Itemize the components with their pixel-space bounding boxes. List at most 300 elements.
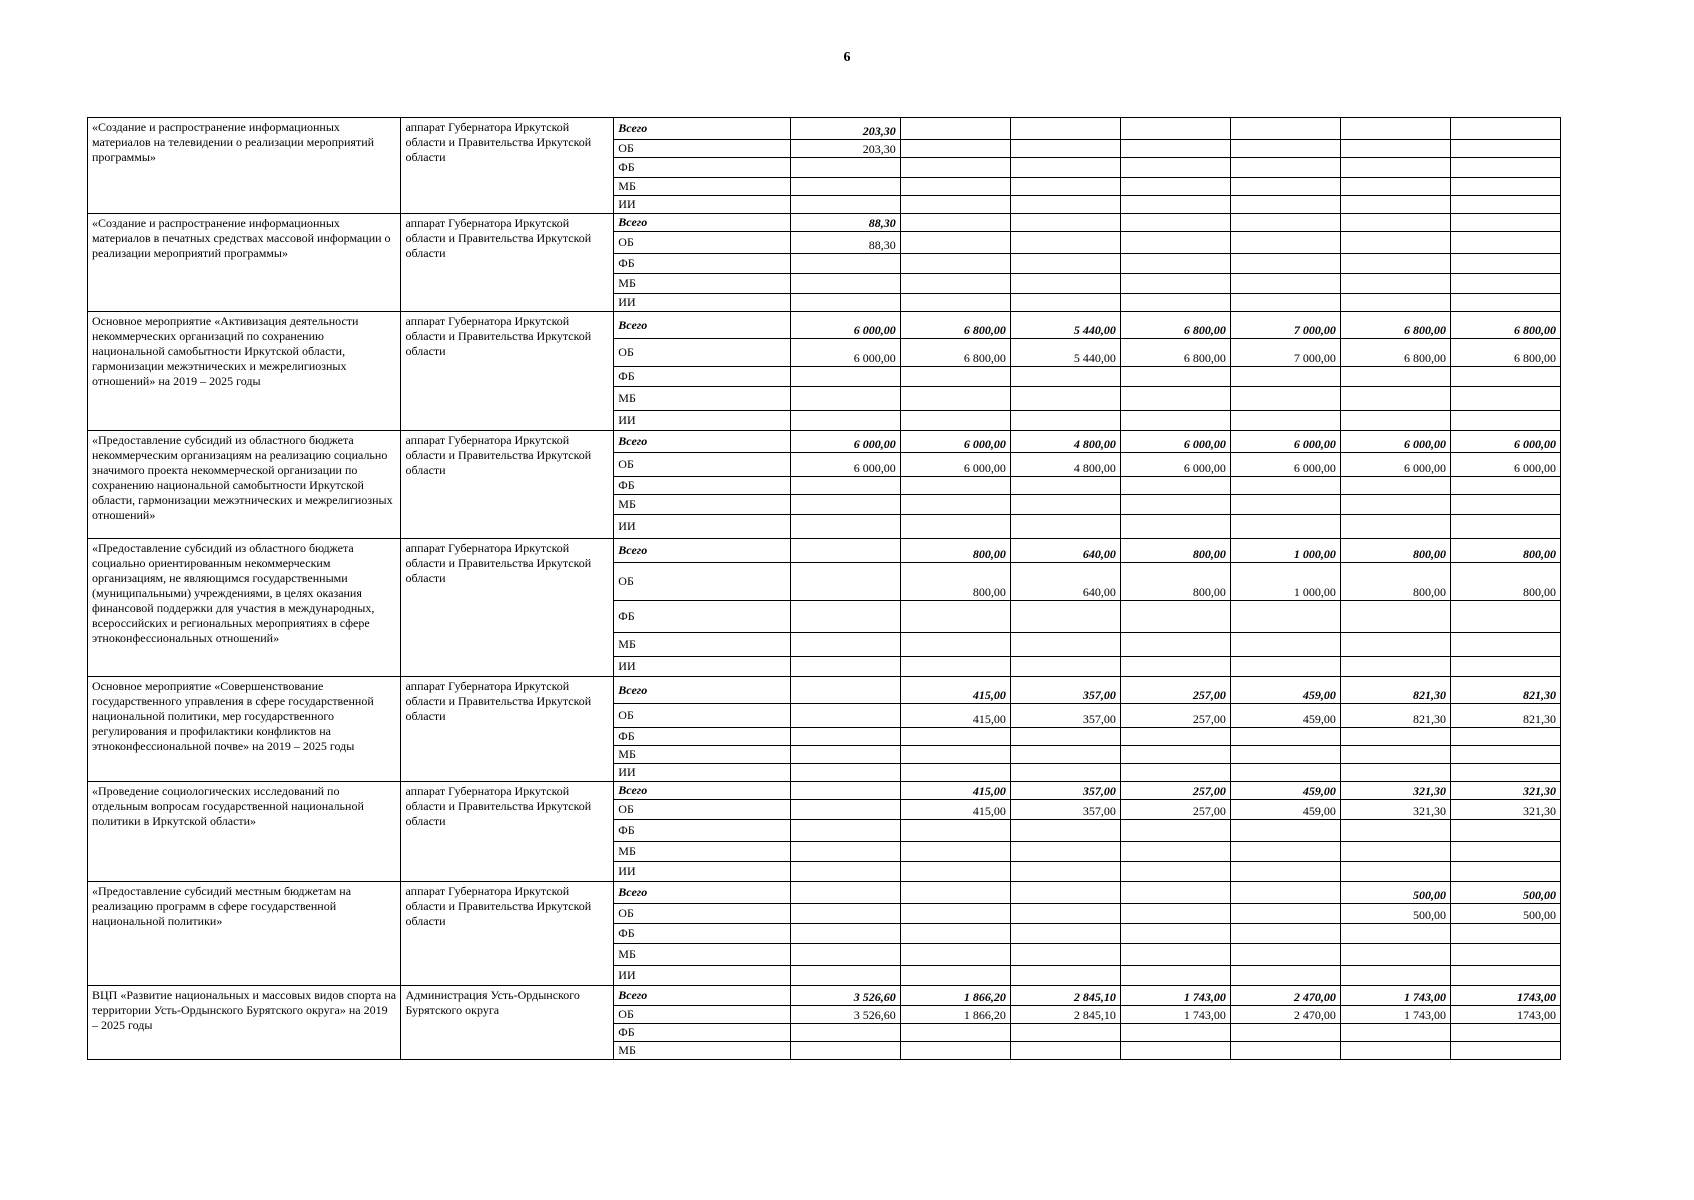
amount-cell [790, 704, 900, 728]
amount-cell: 6 000,00 [900, 453, 1010, 477]
amount-cell: 415,00 [900, 704, 1010, 728]
amount-cell [1340, 495, 1450, 515]
funding-source: ИИ [614, 966, 790, 986]
amount-cell [1120, 633, 1230, 657]
amount-cell [1340, 924, 1450, 944]
funding-source: ФБ [614, 820, 790, 842]
amount-cell: 1 000,00 [1230, 563, 1340, 601]
funding-source: ОБ [614, 704, 790, 728]
amount-cell [1120, 118, 1230, 140]
amount-cell [1010, 904, 1120, 924]
funding-source: ИИ [614, 515, 790, 539]
amount-cell: 6 000,00 [790, 453, 900, 477]
amount-cell [1230, 515, 1340, 539]
funding-source: ИИ [614, 764, 790, 782]
amount-cell [1450, 924, 1560, 944]
amount-cell: 321,30 [1340, 782, 1450, 800]
amount-cell: 459,00 [1230, 677, 1340, 704]
amount-cell [1340, 515, 1450, 539]
amount-cell [1010, 842, 1120, 862]
amount-cell [1120, 944, 1230, 966]
funding-source: ИИ [614, 294, 790, 312]
amount-cell [1120, 862, 1230, 882]
amount-cell [1010, 367, 1120, 387]
amount-cell: 257,00 [1120, 800, 1230, 820]
amount-cell [1450, 274, 1560, 294]
amount-cell [1340, 387, 1450, 411]
amount-cell [1120, 728, 1230, 746]
funding-source: МБ [614, 746, 790, 764]
activity-description: «Проведение социологических исследований по отдельным вопросам государственной национальной политики в Иркутской области» [88, 782, 401, 882]
amount-cell: 500,00 [1340, 882, 1450, 904]
amount-cell [1120, 746, 1230, 764]
amount-cell [1340, 746, 1450, 764]
amount-cell [1450, 387, 1560, 411]
funding-source: ОБ [614, 339, 790, 367]
amount-cell [1450, 411, 1560, 431]
amount-cell: 415,00 [900, 782, 1010, 800]
table-row-total [88, 214, 1561, 232]
amount-cell [1450, 657, 1560, 677]
amount-cell [790, 1024, 900, 1042]
amount-cell [1450, 477, 1560, 495]
amount-cell: 1 743,00 [1120, 986, 1230, 1006]
amount-cell [790, 800, 900, 820]
amount-cell [790, 904, 900, 924]
amount-cell [1230, 746, 1340, 764]
amount-cell [1120, 367, 1230, 387]
amount-cell: 357,00 [1010, 704, 1120, 728]
activity-description: «Предоставление субсидий из областного бюджета социально ориентированным некоммерческим организациям, не являющимся государственными (муниципальными) учреждениями, в целях оказания финансовой поддержки для участия в международных, всероссийских и региональных мероприятиях в сфере этноконфессиональных отношений» [88, 539, 401, 677]
amount-cell [900, 495, 1010, 515]
amount-cell [790, 782, 900, 800]
amount-cell [1340, 633, 1450, 657]
amount-cell [900, 232, 1010, 254]
amount-cell: 6 000,00 [1340, 431, 1450, 453]
amount-cell [1230, 633, 1340, 657]
amount-cell: 6 800,00 [900, 339, 1010, 367]
amount-cell: 6 800,00 [1450, 339, 1560, 367]
amount-cell [790, 657, 900, 677]
amount-cell [1340, 862, 1450, 882]
amount-cell: 415,00 [900, 677, 1010, 704]
amount-cell [1120, 657, 1230, 677]
amount-cell: 357,00 [1010, 677, 1120, 704]
amount-cell [790, 196, 900, 214]
amount-cell: 459,00 [1230, 704, 1340, 728]
funding-source: Всего [614, 214, 790, 232]
amount-cell: 500,00 [1340, 904, 1450, 924]
amount-cell [1450, 820, 1560, 842]
amount-cell: 800,00 [1340, 539, 1450, 563]
funding-source: ОБ [614, 232, 790, 254]
amount-cell [1010, 728, 1120, 746]
responsible-executor: аппарат Губернатора Иркутской области и Правительства Иркутской области [401, 782, 614, 882]
amount-cell [900, 657, 1010, 677]
amount-cell [1010, 1024, 1120, 1042]
amount-cell: 6 800,00 [1120, 312, 1230, 339]
amount-cell [790, 728, 900, 746]
funding-source: ОБ [614, 800, 790, 820]
amount-cell [1010, 411, 1120, 431]
funding-source: Всего [614, 986, 790, 1006]
table-row-total [88, 782, 1561, 800]
amount-cell [900, 140, 1010, 158]
amount-cell: 203,30 [790, 140, 900, 158]
amount-cell [1230, 764, 1340, 782]
amount-cell [900, 254, 1010, 274]
amount-cell: 1 743,00 [1340, 986, 1450, 1006]
amount-cell: 6 000,00 [1340, 453, 1450, 477]
amount-cell [790, 1042, 900, 1060]
amount-cell [1450, 862, 1560, 882]
amount-cell [1340, 254, 1450, 274]
amount-cell: 6 000,00 [1230, 453, 1340, 477]
amount-cell: 2 845,10 [1010, 986, 1120, 1006]
table-row-total [88, 118, 1561, 140]
amount-cell: 3 526,60 [790, 986, 900, 1006]
amount-cell [1340, 601, 1450, 633]
amount-cell [1010, 232, 1120, 254]
amount-cell [900, 924, 1010, 944]
amount-cell [1010, 966, 1120, 986]
amount-cell [900, 904, 1010, 924]
amount-cell [1120, 140, 1230, 158]
amount-cell [1120, 495, 1230, 515]
amount-cell [1230, 657, 1340, 677]
funding-source: МБ [614, 842, 790, 862]
amount-cell [900, 842, 1010, 862]
amount-cell [1340, 232, 1450, 254]
amount-cell [790, 862, 900, 882]
amount-cell [790, 842, 900, 862]
amount-cell [1230, 966, 1340, 986]
amount-cell [1120, 764, 1230, 782]
funding-source: Всего [614, 312, 790, 339]
amount-cell [1450, 254, 1560, 274]
amount-cell [1010, 387, 1120, 411]
budget-table [87, 117, 1561, 1060]
amount-cell [1120, 294, 1230, 312]
amount-cell [900, 944, 1010, 966]
amount-cell [1120, 411, 1230, 431]
funding-source: Всего [614, 539, 790, 563]
amount-cell [1230, 158, 1340, 178]
amount-cell: 1743,00 [1450, 1006, 1560, 1024]
amount-cell [1230, 944, 1340, 966]
activity-description: «Предоставление субсидий местным бюджетам на реализацию программ в сфере государственной национальной политики» [88, 882, 401, 986]
amount-cell: 6 000,00 [1450, 431, 1560, 453]
amount-cell [1010, 924, 1120, 944]
amount-cell [1450, 178, 1560, 196]
amount-cell [790, 944, 900, 966]
amount-cell: 357,00 [1010, 800, 1120, 820]
funding-source: МБ [614, 274, 790, 294]
amount-cell [1010, 196, 1120, 214]
amount-cell: 500,00 [1450, 904, 1560, 924]
amount-cell [1450, 746, 1560, 764]
amount-cell [790, 367, 900, 387]
amount-cell: 459,00 [1230, 782, 1340, 800]
funding-source: ФБ [614, 924, 790, 944]
amount-cell: 640,00 [1010, 539, 1120, 563]
amount-cell: 2 470,00 [1230, 1006, 1340, 1024]
amount-cell [1010, 495, 1120, 515]
amount-cell [1120, 924, 1230, 944]
amount-cell [790, 563, 900, 601]
amount-cell [1450, 764, 1560, 782]
funding-source: ОБ [614, 140, 790, 158]
amount-cell [900, 367, 1010, 387]
amount-cell [790, 764, 900, 782]
table-row-total [88, 431, 1561, 453]
amount-cell [790, 178, 900, 196]
amount-cell [790, 158, 900, 178]
funding-source: Всего [614, 677, 790, 704]
amount-cell [1010, 601, 1120, 633]
amount-cell: 821,30 [1340, 704, 1450, 728]
amount-cell: 1 866,20 [900, 986, 1010, 1006]
amount-cell [1010, 764, 1120, 782]
amount-cell [1120, 214, 1230, 232]
amount-cell [1340, 178, 1450, 196]
amount-cell [900, 294, 1010, 312]
funding-source: ОБ [614, 1006, 790, 1024]
amount-cell: 2 470,00 [1230, 986, 1340, 1006]
amount-cell: 357,00 [1010, 782, 1120, 800]
amount-cell [900, 1042, 1010, 1060]
amount-cell: 800,00 [1120, 539, 1230, 563]
amount-cell [900, 411, 1010, 431]
amount-cell [790, 515, 900, 539]
amount-cell [1120, 196, 1230, 214]
amount-cell [1340, 118, 1450, 140]
amount-cell [1230, 882, 1340, 904]
amount-cell [1340, 944, 1450, 966]
amount-cell [1120, 820, 1230, 842]
amount-cell [1120, 254, 1230, 274]
amount-cell [1230, 254, 1340, 274]
funding-source: ИИ [614, 657, 790, 677]
amount-cell: 6 000,00 [790, 431, 900, 453]
amount-cell [900, 274, 1010, 294]
amount-cell: 6 000,00 [1450, 453, 1560, 477]
amount-cell [1010, 118, 1120, 140]
activity-description: Основное мероприятие «Совершенствование государственного управления в сфере государственной национальной политики, мер государственного регулирования и профилактики конфликтов на этноконфессиональной почве» на 2019 – 2025 годы [88, 677, 401, 782]
amount-cell [1450, 158, 1560, 178]
amount-cell [1230, 118, 1340, 140]
amount-cell [1120, 966, 1230, 986]
amount-cell [1450, 944, 1560, 966]
amount-cell [1010, 214, 1120, 232]
amount-cell: 1 743,00 [1340, 1006, 1450, 1024]
amount-cell: 800,00 [1450, 563, 1560, 601]
activity-description: Основное мероприятие «Активизация деятельности некоммерческих организаций по сохранению национальной самобытности Иркутской области, гармонизации межэтнических и межрелигиозных отношений» на 2019 – 2025 годы [88, 312, 401, 431]
amount-cell [1340, 411, 1450, 431]
amount-cell [900, 633, 1010, 657]
amount-cell: 6 000,00 [790, 312, 900, 339]
amount-cell: 6 800,00 [900, 312, 1010, 339]
amount-cell: 6 000,00 [1230, 431, 1340, 453]
amount-cell: 800,00 [900, 539, 1010, 563]
amount-cell [1450, 140, 1560, 158]
amount-cell: 500,00 [1450, 882, 1560, 904]
funding-source: ИИ [614, 862, 790, 882]
amount-cell [1120, 387, 1230, 411]
amount-cell: 5 440,00 [1010, 312, 1120, 339]
amount-cell [1450, 1042, 1560, 1060]
amount-cell: 6 000,00 [1120, 431, 1230, 453]
amount-cell [900, 882, 1010, 904]
amount-cell [790, 882, 900, 904]
amount-cell: 800,00 [1340, 563, 1450, 601]
amount-cell [790, 820, 900, 842]
amount-cell [900, 862, 1010, 882]
amount-cell [900, 746, 1010, 764]
amount-cell [1230, 411, 1340, 431]
amount-cell: 88,30 [790, 214, 900, 232]
amount-cell [900, 196, 1010, 214]
amount-cell [790, 746, 900, 764]
amount-cell: 6 000,00 [900, 431, 1010, 453]
amount-cell: 7 000,00 [1230, 312, 1340, 339]
amount-cell: 4 800,00 [1010, 431, 1120, 453]
funding-source: ИИ [614, 196, 790, 214]
amount-cell: 5 440,00 [1010, 339, 1120, 367]
amount-cell [1010, 944, 1120, 966]
amount-cell [1010, 657, 1120, 677]
amount-cell [1120, 601, 1230, 633]
activity-description: «Создание и распространение информационных материалов в печатных средствах массовой информации о реализации мероприятий программы» [88, 214, 401, 312]
amount-cell [1450, 842, 1560, 862]
amount-cell [900, 178, 1010, 196]
amount-cell [1230, 196, 1340, 214]
amount-cell [900, 477, 1010, 495]
amount-cell: 321,30 [1340, 800, 1450, 820]
amount-cell [1230, 294, 1340, 312]
funding-source: ФБ [614, 601, 790, 633]
amount-cell [1010, 882, 1120, 904]
table-row-total [88, 539, 1561, 563]
amount-cell: 1 866,20 [900, 1006, 1010, 1024]
amount-cell [1450, 214, 1560, 232]
amount-cell [790, 539, 900, 563]
amount-cell: 4 800,00 [1010, 453, 1120, 477]
funding-source: Всего [614, 118, 790, 140]
amount-cell [1120, 477, 1230, 495]
amount-cell [1230, 232, 1340, 254]
activity-description: «Создание и распространение информационных материалов на телевидении о реализации мероприятий программы» [88, 118, 401, 214]
amount-cell: 800,00 [900, 563, 1010, 601]
amount-cell [1010, 820, 1120, 842]
amount-cell: 800,00 [1120, 563, 1230, 601]
amount-cell [1450, 118, 1560, 140]
amount-cell: 321,30 [1450, 800, 1560, 820]
funding-source: ФБ [614, 1024, 790, 1042]
page-number: 6 [843, 50, 851, 65]
amount-cell: 6 000,00 [1120, 453, 1230, 477]
amount-cell [790, 477, 900, 495]
funding-source: МБ [614, 495, 790, 515]
amount-cell: 3 526,60 [790, 1006, 900, 1024]
amount-cell [1450, 1024, 1560, 1042]
amount-cell [1450, 294, 1560, 312]
amount-cell [790, 966, 900, 986]
amount-cell [900, 1024, 1010, 1042]
responsible-executor: аппарат Губернатора Иркутской области и Правительства Иркутской области [401, 431, 614, 539]
amount-cell: 640,00 [1010, 563, 1120, 601]
amount-cell [1340, 274, 1450, 294]
responsible-executor: аппарат Губернатора Иркутской области и Правительства Иркутской области [401, 539, 614, 677]
responsible-executor: аппарат Губернатора Иркутской области и Правительства Иркутской области [401, 312, 614, 431]
funding-source: ФБ [614, 477, 790, 495]
amount-cell [1340, 728, 1450, 746]
funding-source: ОБ [614, 904, 790, 924]
amount-cell [1450, 232, 1560, 254]
table-row-total [88, 986, 1561, 1006]
amount-cell: 203,30 [790, 118, 900, 140]
amount-cell [1340, 477, 1450, 495]
amount-cell [1230, 820, 1340, 842]
amount-cell [1340, 657, 1450, 677]
amount-cell: 321,30 [1450, 782, 1560, 800]
funding-source: ФБ [614, 728, 790, 746]
amount-cell: 1 000,00 [1230, 539, 1340, 563]
amount-cell: 800,00 [1450, 539, 1560, 563]
amount-cell [1450, 495, 1560, 515]
amount-cell [1230, 140, 1340, 158]
amount-cell [1230, 601, 1340, 633]
funding-source: МБ [614, 1042, 790, 1060]
amount-cell [1450, 367, 1560, 387]
amount-cell [1010, 178, 1120, 196]
amount-cell [1120, 515, 1230, 539]
funding-source: ФБ [614, 158, 790, 178]
amount-cell [790, 601, 900, 633]
amount-cell: 88,30 [790, 232, 900, 254]
amount-cell [1340, 820, 1450, 842]
table-row-total [88, 882, 1561, 904]
funding-source: ОБ [614, 563, 790, 601]
amount-cell [1010, 1042, 1120, 1060]
amount-cell [1340, 140, 1450, 158]
amount-cell [1340, 1024, 1450, 1042]
amount-cell [1230, 842, 1340, 862]
amount-cell [1340, 294, 1450, 312]
amount-cell [790, 387, 900, 411]
funding-source: МБ [614, 178, 790, 196]
amount-cell [1230, 214, 1340, 232]
funding-source: МБ [614, 387, 790, 411]
amount-cell: 257,00 [1120, 677, 1230, 704]
amount-cell [1230, 924, 1340, 944]
amount-cell [900, 764, 1010, 782]
amount-cell [1120, 882, 1230, 904]
amount-cell [1340, 158, 1450, 178]
amount-cell: 821,30 [1340, 677, 1450, 704]
amount-cell [1340, 1042, 1450, 1060]
amount-cell [1010, 862, 1120, 882]
amount-cell: 257,00 [1120, 704, 1230, 728]
amount-cell [1230, 387, 1340, 411]
amount-cell [1230, 728, 1340, 746]
amount-cell: 257,00 [1120, 782, 1230, 800]
amount-cell [1230, 904, 1340, 924]
activity-description: «Предоставление субсидий из областного бюджета некоммерческим организациям на реализацию социально значимого проекта некоммерческой организации по сохранению национальной самобытности Иркутской области, гармонизации межэтнических и межрелигиозных отношений» [88, 431, 401, 539]
amount-cell [790, 274, 900, 294]
amount-cell [790, 924, 900, 944]
amount-cell [1340, 196, 1450, 214]
